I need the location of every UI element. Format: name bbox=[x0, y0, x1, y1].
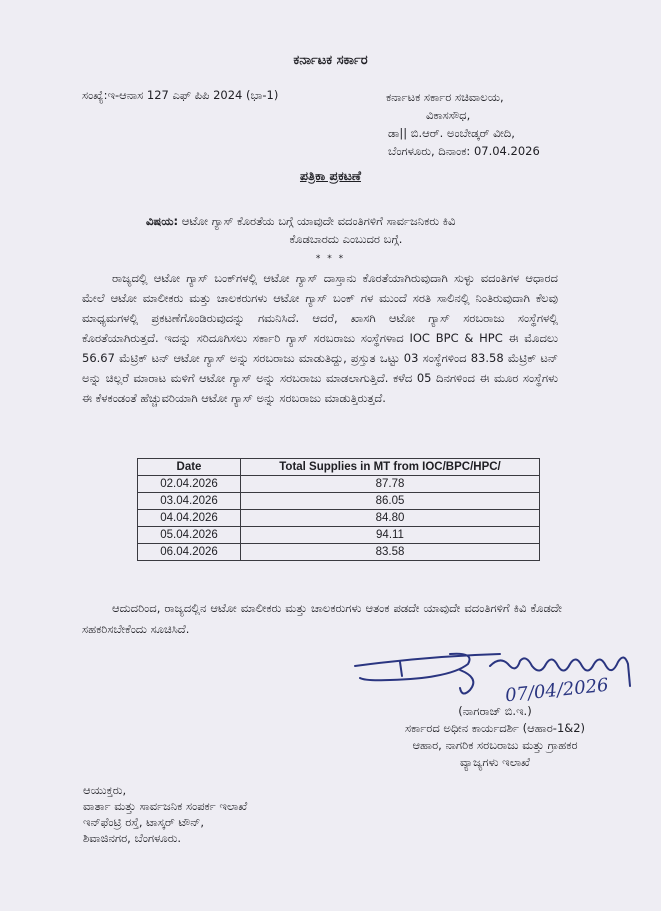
separator: * * * bbox=[315, 254, 346, 264]
recipient-line: ಇನ್‌ಫೆಂಟ್ರಿ ರಸ್ತೆ, ಟಾಸ್ಕರ್ ಟೌನ್, bbox=[83, 815, 204, 829]
supply-table bbox=[137, 458, 540, 561]
table-row bbox=[138, 476, 540, 493]
signatory-block bbox=[350, 703, 640, 771]
body-paragraph: ರಾಜ್ಯದಲ್ಲಿ ಆಟೋ ಗ್ಯಾಸ್ ಬಂಕ್‌ಗಳಲ್ಲಿ ಆಟೋ ಗ್ಯಾಸ್ ದಾಸ್ತಾನು ಕೊರತೆಯಾಗಿರುವುದಾಗಿ ಸುಳ್ಳು ವದಂತಿಗಳ ಆಧಾರದ ಮೇಲೆ ಆಟೋ ಮಾಲೀಕರು ಮತ್ತು ಚಾಲಕರುಗಳು ಆಟೋ ಗ್ಯಾಸ್ ಬಂಕ್ ಗಳ ಮುಂದೆ ಸರತಿ ಸಾಲಿನಲ್ಲಿ ನಿಂತಿರುವುದಾಗಿ ಕೆಲವು ಮಾಧ್ಯಮಗಳಲ್ಲಿ ಪ್ರಕಟಣೆಗೊಂಡಿರುವುದನ್ನು ಗಮನಿಸಿದೆ. ಆದರೆ, ಖಾಸಗಿ ಆಟೋ ಗ್ಯಾಸ್ ಸರಬರಾಜು ಸಂಸ್ಥೆಗಳಲ್ಲಿ ಕೊರತೆಯಾಗಿರುತ್ತದೆ. ಇದನ್ನು ಸರಿದೂಗಿಸಲು ಸರ್ಕಾರಿ ಗ್ಯಾಸ್ ಸರಬರಾಜು ಸಂಸ್ಥೆಗಳಾದ IOC BPC & HPC ಈ ಮೊದಲು 56.67 ಮೆಟ್ರಿಕ್ ಟನ್ ಆಟೋ ಗ್ಯಾಸ್ ಅನ್ನು ಸರಬರಾಜು ಮಾಡುತಿದ್ದು, ಪ್ರಸ್ತುತ ಒಟ್ಟು 03 ಸಂಸ್ಥೆಗಳಿಂದ 83.58 ಮೆಟ್ರಿಕ್ ಟನ್ ಅನ್ನು ಚಿಲ್ಲರೆ ಮಾರಾಟ ಮಳಿಗೆ ಆಟೋ ಗ್ಯಾಸ್ ಅನ್ನು ಸರಬರಾಜು ಮಾಡಲಾಗುತ್ತಿದೆ. ಕಳೆದ 05 ದಿನಗಳಿಂದ ಈ ಮೂರ ಸಂಸ್ಥೆಗಳು ಈ ಕೆಳಕಂಡಂತೆ ಹೆಚ್ಚುವರಿಯಾಗಿ ಆಟೋ ಗ್ಯಾಸ್ ಅನ್ನು ಸರಬರಾಜು ಮಾಡುತ್ತಿರುತ್ತದೆ. bbox=[82, 271, 558, 405]
signatory-designation: ಸರ್ಕಾರದ ಅಧೀನ ಕಾರ್ಯದರ್ಶಿ (ಆಹಾರ-1&2) bbox=[404, 721, 586, 735]
recipient-line: ವಾರ್ತಾ ಮತ್ತು ಸಾರ್ವಜನಿಕ ಸಂಪರ್ಕ ಇಲಾಖೆ bbox=[83, 799, 248, 813]
cell-supply: 86.05 bbox=[241, 493, 540, 510]
address-line: ಡಾ|| ಬಿ.ಆರ್. ಅಂಬೇಡ್ಕರ್ ವೀದಿ, bbox=[388, 126, 515, 140]
recipient-line: ಆಯುಕ್ತರು, bbox=[83, 783, 127, 797]
office-address bbox=[386, 88, 540, 160]
cell-supply: 84.80 bbox=[241, 510, 540, 527]
signatory-name: (ನಾಗರಾಜ್ ಬಿ.ಇ.) bbox=[458, 704, 532, 718]
address-date-line: ಬೆಂಗಳೂರು, ದಿನಾಂಕ: 07.04.2026 bbox=[388, 144, 540, 158]
table-header-row bbox=[138, 459, 540, 476]
signature-date: 07/04/2026 bbox=[504, 674, 610, 707]
table-row bbox=[138, 544, 540, 561]
cell-supply: 94.11 bbox=[241, 527, 540, 544]
subject-text: ಆಟೋ ಗ್ಯಾಸ್ ಕೊರತೆಯ ಬಗ್ಗೆ ಯಾವುದೇ ವದಂತಿಗಳಿಗೆ ಸಾರ್ವಜನಿಕರು ಕಿವಿ bbox=[178, 214, 456, 228]
recipient-line: ಶಿವಾಜಿನಗರ, ಬೆಂಗಳೂರು. bbox=[83, 831, 182, 845]
cell-date: 06.04.2026 bbox=[138, 544, 241, 561]
subject-continuation: ಕೊಡಬಾರದು ಎಂಬುದರ ಬಗ್ಗೆ. bbox=[289, 232, 403, 246]
subject-label: ವಿಷಯ: bbox=[146, 214, 179, 228]
table-row bbox=[138, 493, 540, 510]
column-header-supplies: Total Supplies in MT from IOC/BPC/HPC/ bbox=[241, 459, 540, 476]
cell-supply: 87.78 bbox=[241, 476, 540, 493]
cell-date: 02.04.2026 bbox=[138, 476, 241, 493]
subject bbox=[146, 212, 586, 248]
address-line: ವಿಕಾಸಸೌಧ, bbox=[426, 108, 471, 122]
address-line: ಕರ್ನಾಟಕ ಸರ್ಕಾರ ಸಚಿವಾಲಯ, bbox=[386, 90, 504, 104]
signatory-department: ವ್ಯಾಜ್ಯಗಳು ಇಲಾಖೆ bbox=[460, 755, 530, 769]
table-row bbox=[138, 510, 540, 527]
column-header-date: Date bbox=[138, 459, 241, 476]
cell-supply: 83.58 bbox=[241, 544, 540, 561]
table-row bbox=[138, 527, 540, 544]
cell-date: 03.04.2026 bbox=[138, 493, 241, 510]
cell-date: 04.04.2026 bbox=[138, 510, 241, 527]
cell-date: 05.04.2026 bbox=[138, 527, 241, 544]
government-title: ಕರ್ನಾಟಕ ಸರ್ಕಾರ bbox=[293, 53, 368, 68]
recipient-address bbox=[83, 782, 247, 846]
press-release-heading: ಪತ್ರಿಕಾ ಪ್ರಕಟಣೆ bbox=[299, 168, 361, 183]
reference-number: ಸಂಖ್ಯೆ:ಇ-ಆನಾಸ 127 ಎಫ್ ಪಿಪಿ 2024 (ಭಾ-1) bbox=[82, 88, 279, 102]
closing-paragraph: ಆದುದರಿಂದ, ರಾಜ್ಯದಲ್ಲಿನ ಆಟೋ ಮಾಲೀಕರು ಮತ್ತು ಚಾಲಕರುಗಳು ಆತಂಕ ಪಡದೇ ಯಾವುದೇ ವದಂತಿಗಳಿಗೆ ಕಿವಿ ಕೊಡದೇ ಸಹಕರಿಸಬೇಕೆಂದು ಸೂಚಿಸಿದೆ. bbox=[82, 601, 562, 636]
signatory-department: ಆಹಾರ, ನಾಗರಿಕ ಸರಬರಾಜು ಮತ್ತು ಗ್ರಾಹಕರ bbox=[412, 738, 578, 752]
